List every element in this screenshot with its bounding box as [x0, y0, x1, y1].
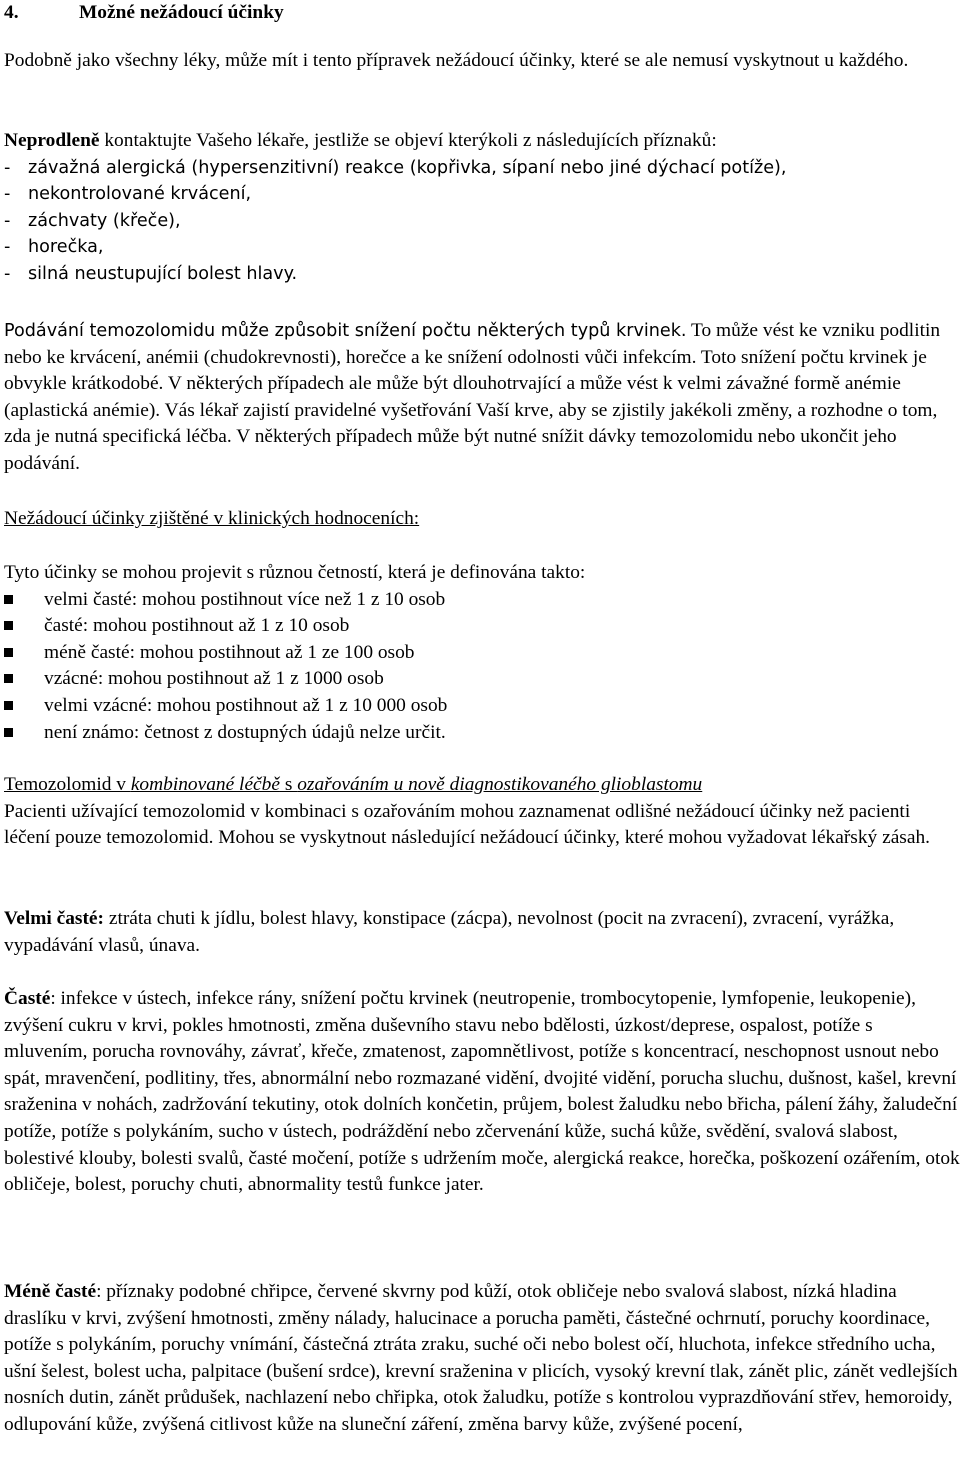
intro-paragraph: Podobně jako všechny léky, může mít i tento přípravek nežádoucí účinky, které se ale nemusí vyskytnout u každého.	[4, 50, 909, 71]
section-title: Možné nežádoucí účinky	[79, 2, 284, 23]
section-heading	[4, 0, 960, 27]
square-bullet-icon	[4, 701, 13, 710]
common-paragraph: Časté: infekce v ústech, infekce rány, snížení počtu krvinek (neutropenie, trombocytopenie, lymfopenie, leukopenie), zvýšení cukru v krvi, pokles hmotnosti, změna duševního stavu nebo bdělosti, úzkost/deprese, ospalost, potíže s mluvením, porucha rovnováhy, závrať, křeče, zmatenost, zapomnětlivost, potíže s koncentrací, neschopnost usnout nebo spát, mravenčení, podlitiny, třes, abnormální nebo rozmazané vidění, dvojité vidění, porucha sluchu, dušnost, kašel, krevní sraženina v nohách, zadržování tekutiny, otok dolních končetin, průjem, bolest žaludku nebo břicha, pálení žáhy, žaludeční potíže, potíže s polykáním, sucho v ústech, podráždění nebo zčervenání kůže, suchá kůže, svědění, svalová slabost, bolestivé klouby, bolesti svalů, časté močení, potíže s udržením moče, alergická reakce, horečka, poškození ozářením, otok obličeje, bolest, poruchy chuti, abnormality testů funkce jater.	[4, 988, 960, 1196]
list-item: méně časté: mohou postihnout až 1 ze 100 osob	[4, 640, 960, 667]
list-item: velmi vzácné: mohou postihnout až 1 z 10 000 osob	[4, 693, 960, 720]
square-bullet-icon	[4, 674, 13, 683]
urgent-list	[4, 155, 960, 288]
clinical-heading: Nežádoucí účinky zjištěné v klinických hodnoceních:	[4, 508, 420, 529]
list-item: - silná neustupující bolest hlavy.	[4, 263, 298, 284]
list-item: není známo: četnost z dostupných údajů nelze určit.	[4, 720, 960, 747]
frequency-section: Tyto účinky se mohou projevit s různou četností, která je definována takto: velmi časté: mohou postihnout více než 1 z 10 osob časté: mohou postihnout až 1 z 10 osob méně časté: mohou postihnout až 1 ze 100 osob vzácné: mohou postihnout až 1 z 1000 osob velmi vzácné: mohou postihnout až 1 z 10 000 osob není známo: četnost z dostupných údajů nelze určit.	[4, 560, 960, 746]
square-bullet-icon	[4, 621, 13, 630]
list-item: - nekontrolované krvácení,	[4, 184, 252, 205]
combination-heading: Temozolomid v kombinované léčbě s ozařováním u nově diagnostikovaného glioblastomu	[4, 774, 703, 795]
urgent-lead: Neprodleně kontaktujte Vašeho lékaře, jestliže se objeví kterýkoli z následujících příznaků:	[4, 130, 717, 151]
combination-section	[4, 772, 960, 852]
square-bullet-icon	[4, 728, 13, 737]
combination-text: Pacienti užívající temozolomid v kombinaci s ozařováním mohou zaznamenat odlišné nežádoucí účinky než pacienti léčení pouze temozolomid. Mohou se vyskytnout následující nežádoucí účinky, které mohou vyžadovat lékařský zásah.	[4, 800, 930, 849]
square-bullet-icon	[4, 595, 13, 604]
very-common-paragraph: Velmi časté: ztráta chuti k jídlu, bolest hlavy, konstipace (zácpa), nevolnost (pocit na zvracení), zvracení, vyrážka, vypadávání vlasů, únava.	[4, 908, 895, 956]
list-item: - horečka,	[4, 237, 104, 258]
blood-paragraph: Podávání temozolomidu může způsobit snížení počtu některých typů krvinek. To může vést ke vzniku podlitin nebo ke krvácení, anémii (chudokrevnosti), horečce a ke snížení odolnosti vůči infekcím. Toto snížení počtu krvinek je obvykle krátkodobé. V některých případech ale může být dlouhotrvající a může vést k velmi závažné formě anémie (aplastická anémie). Vás lékař zajistí pravidelné vyšetřování Vaší krve, aby se zjistily jakékoli změny, a rozhodne o tom, zda je nutná specifická léčba. V některých případech může být nutné snížit dávky temozolomidu nebo ukončit jeho podávání.	[4, 320, 941, 474]
section-number: 4.	[4, 2, 19, 23]
list-item: - záchvaty (křeče),	[4, 210, 181, 231]
list-item: - závažná alergická (hypersenzitivní) reakce (kopřivka, sípaní nebo jiné dýchací potíže),	[4, 157, 787, 178]
list-item: vzácné: mohou postihnout až 1 z 1000 osob	[4, 666, 960, 693]
square-bullet-icon	[4, 648, 13, 657]
list-item: časté: mohou postihnout až 1 z 10 osob	[4, 613, 960, 640]
urgent-section	[4, 128, 960, 288]
list-item: velmi časté: mohou postihnout více než 1 z 10 osob	[4, 587, 960, 614]
uncommon-paragraph: Méně časté: příznaky podobné chřipce, červené skvrny pod kůží, otok obličeje nebo svalová slabost, nízká hladina draslíku v krvi, zvýšení hmotnosti, změny nálady, halucinace a porucha paměti, částečné ochrnutí, poruchy koordinace, potíže s polykáním, poruchy vnímání, částečná ztráta zraku, suché oči nebo bolest očí, hluchota, infekce středního ucha, ušní šelest, bolest ucha, palpitace (bušení srdce), krevní sraženina v plicích, vysoký krevní tlak, zánět plic, zánět vedlejších nosních dutin, zánět průdušek, nachlazení nebo chřipka, otok žaludku, potíže s kontrolou vyprazdňování střev, hemoroidy, odlupování kůže, zvýšená citlivost kůže na sluneční záření, změna barvy kůže, zvýšené pocení,	[4, 1281, 958, 1435]
frequency-list	[4, 587, 960, 747]
